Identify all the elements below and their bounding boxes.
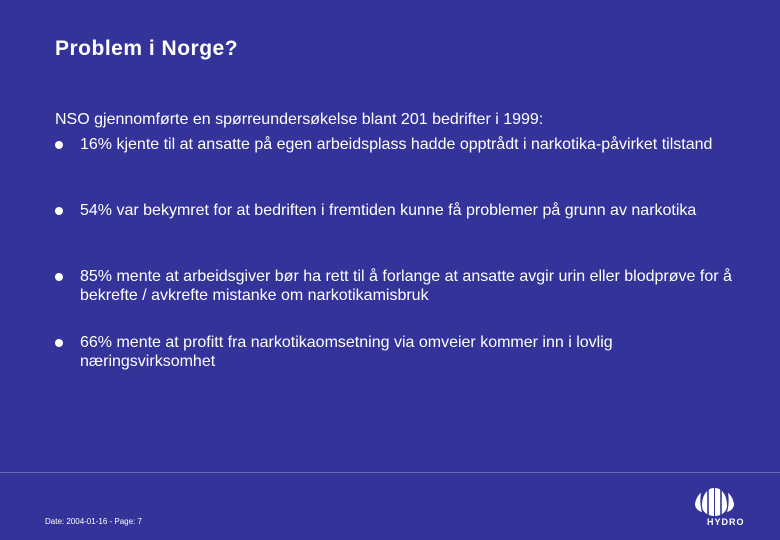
footer-date-page: Date: 2004-01-16 - Page: 7 xyxy=(45,517,142,526)
bullet-item xyxy=(55,267,745,305)
bullet-dot-icon xyxy=(55,141,63,149)
intro-text: NSO gjennomførte en spørreundersøkelse blant 201 bedrifter i 1999: xyxy=(55,111,544,128)
bullet-item xyxy=(55,201,745,220)
logo-wordmark: HYDRO xyxy=(707,517,745,527)
bullet-text: 54% var bekymret for at bedriften i fremtiden kunne få problemer på grunn av narkotika xyxy=(80,202,697,219)
bullet-text: 85% mente at arbeidsgiver bør ha rett til å forlange at ansatte avgir urin eller blodprøve for å bekrefte / avkrefte mistanke om narkotikamisbruk xyxy=(80,268,732,304)
footer-divider xyxy=(0,472,780,473)
bullet-item xyxy=(55,333,745,371)
bullet-item xyxy=(55,135,745,154)
bullet-text: 66% mente at profitt fra narkotikaomsetning via omveier kommer inn i lovlig næringsvirksomhet xyxy=(80,334,613,370)
bullet-dot-icon xyxy=(55,339,63,347)
bullet-dot-icon xyxy=(55,273,63,281)
bullet-dot-icon xyxy=(55,207,63,215)
slide-title: Problem i Norge? xyxy=(55,37,239,60)
bullet-text: 16% kjente til at ansatte på egen arbeidsplass hadde opptrådt i narkotika-påvirket tilstand xyxy=(80,136,713,153)
